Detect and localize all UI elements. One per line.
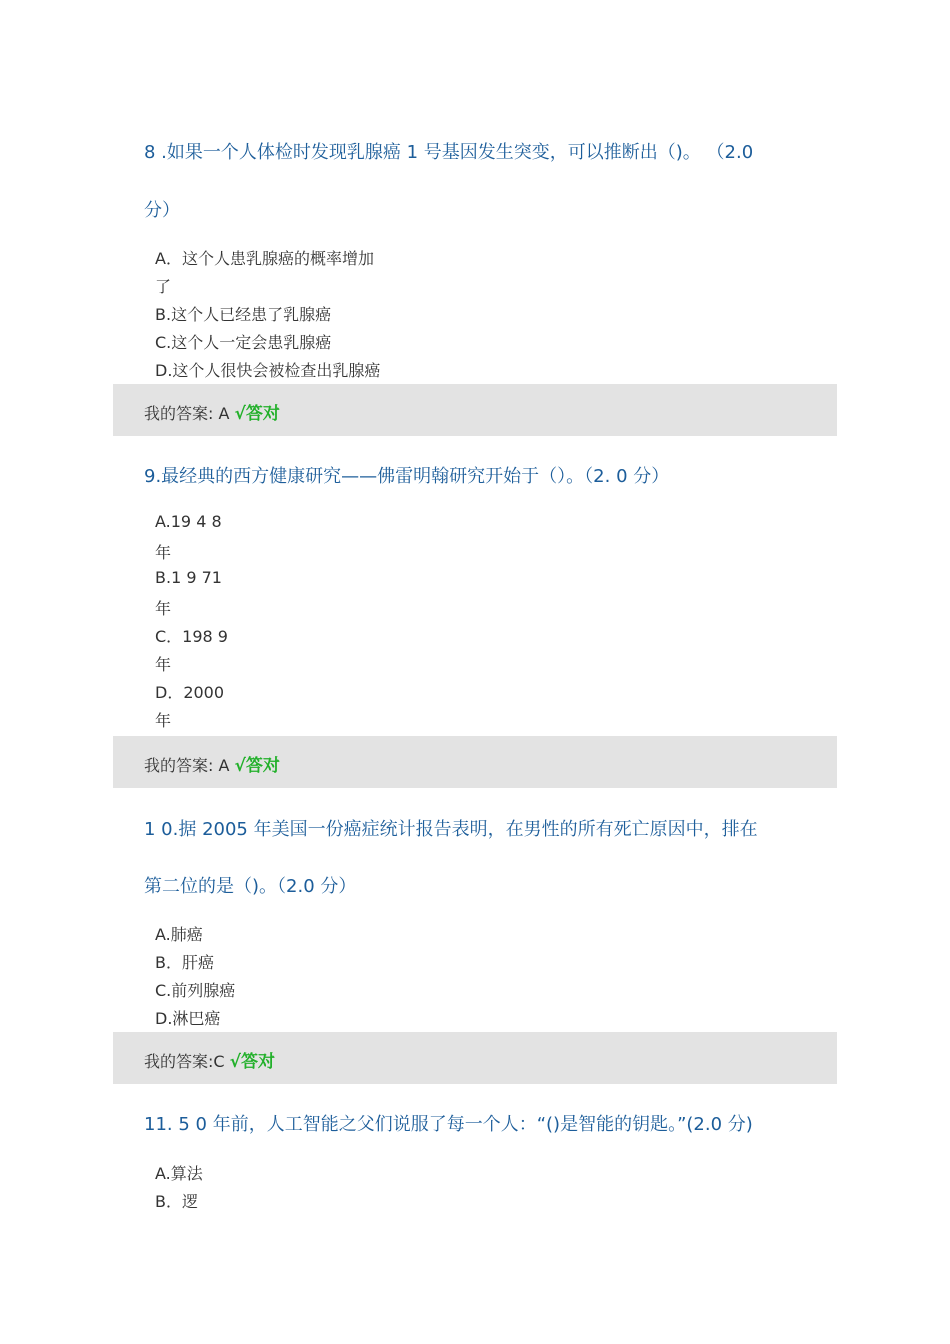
question-8-answer-label: 我的答案: A [144, 404, 230, 423]
question-8-option-c: C.这个人一定会患乳腺癌 [155, 333, 332, 352]
question-8-title: 8 .如果一个人体检时发现乳腺癌 1 号基因发生突变，可以推断出（)。 （2.0 [144, 142, 754, 163]
question-11-option-b: B．逻 [155, 1192, 198, 1211]
question-10-answer [144, 1047, 275, 1072]
question-8-correct-mark: √答对 [234, 404, 280, 424]
question-10-title: 1 0.据 2005 年美国一份癌症统计报告表明，在男性的所有死亡原因中，排在 [144, 819, 758, 840]
question-10-option-a: A.肺癌 [155, 925, 203, 944]
question-8-answer-bar [113, 384, 837, 436]
question-9-option-d-continued: 年 [155, 711, 172, 730]
question-8-title-continued: 分） [144, 200, 180, 221]
question-9-option-b: B.1 9 71 [155, 568, 222, 587]
question-9-correct-mark: √答对 [234, 756, 280, 776]
question-10-answer-bar [113, 1032, 837, 1084]
question-8-option-a-continued: 了 [155, 277, 172, 296]
question-10-title-continued: 第二位的是（)。（2.0 分） [144, 876, 357, 897]
question-8-option-d: D.这个人很快会被检查出乳腺癌 [155, 361, 381, 380]
question-9-answer-label: 我的答案: A [144, 756, 230, 775]
question-9-option-a: A.19 4 8 [155, 512, 222, 531]
question-10-correct-mark: √答对 [229, 1052, 276, 1072]
question-9-option-b-continued: 年 [155, 599, 172, 618]
question-8-answer [144, 399, 280, 424]
question-10-option-b: B．肝癌 [155, 953, 214, 972]
question-9-answer-bar [113, 736, 837, 788]
question-9-option-c: C．198 9 [155, 627, 228, 646]
question-11-option-a: A.算法 [155, 1164, 203, 1183]
question-9-answer [144, 751, 280, 776]
question-8-option-a: A．这个人患乳腺癌的概率增加 [155, 249, 374, 268]
question-11-title: 11. 5 0 年前，人工智能之父们说服了每一个人：“()是智能的钥匙。”(2.0 分) [144, 1114, 753, 1135]
question-8-option-b: B.这个人已经患了乳腺癌 [155, 305, 332, 324]
question-10-option-c: C.前列腺癌 [155, 981, 236, 1000]
question-9-option-a-continued: 年 [155, 543, 172, 562]
question-9-option-c-continued: 年 [155, 655, 172, 674]
question-9-option-d: D．2000 [155, 683, 225, 702]
question-10-answer-label: 我的答案:C [144, 1052, 225, 1071]
question-10-option-d: D.淋巴癌 [155, 1009, 221, 1028]
question-9-title: 9.最经典的西方健康研究——佛雷明翰研究开始于（）。（2. 0 分） [144, 466, 670, 487]
